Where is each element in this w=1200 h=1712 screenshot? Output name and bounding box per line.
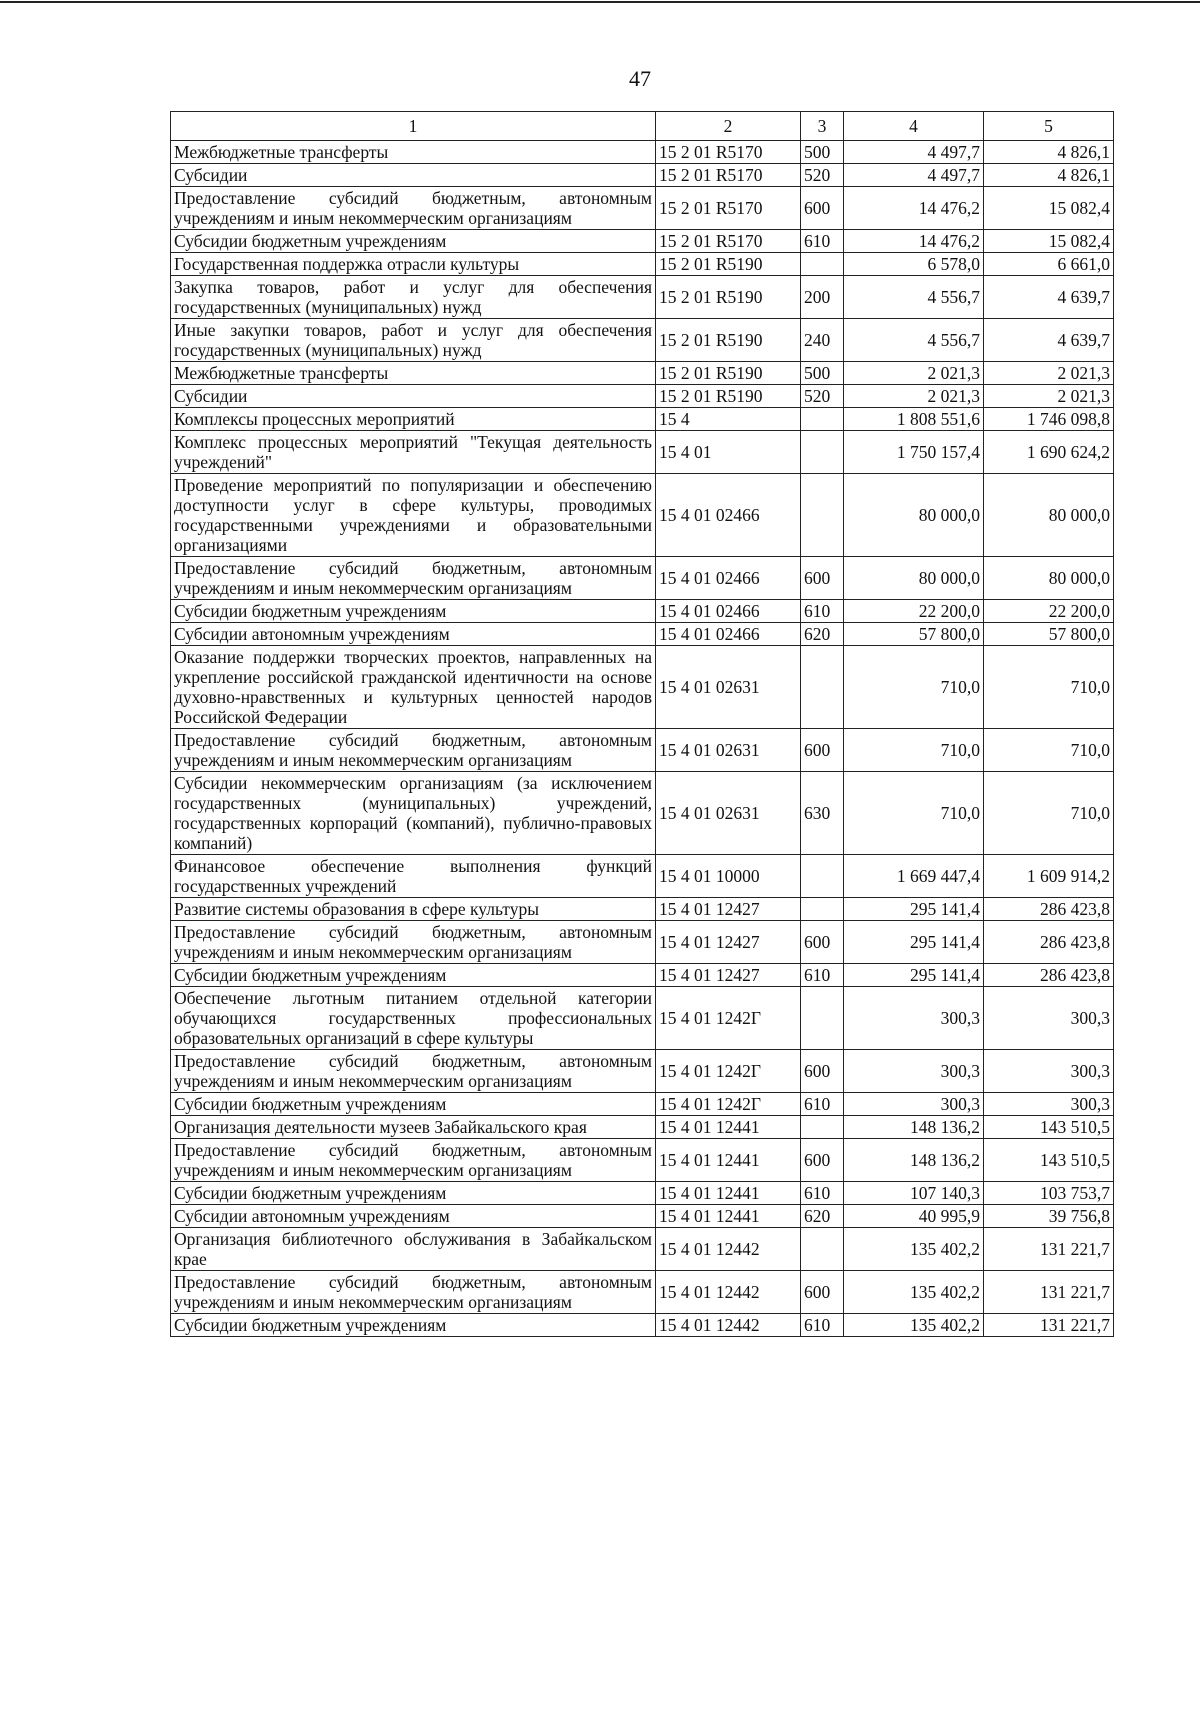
row-name-cell: Обеспечение льготным питанием отдельной категории обучающихся государственных профессиональных образовательных организаций в сфере культуры xyxy=(171,987,656,1050)
row-name-cell: Организация деятельности музеев Забайкальского края xyxy=(171,1116,656,1139)
row-code-cell: 15 4 01 12441 xyxy=(656,1182,801,1205)
row-name-cell: Субсидии xyxy=(171,385,656,408)
row-value-col5-cell: 80 000,0 xyxy=(984,557,1114,600)
row-value-col4-cell: 80 000,0 xyxy=(844,474,984,557)
row-value-col5-cell: 6 661,0 xyxy=(984,253,1114,276)
row-code-cell: 15 4 01 02631 xyxy=(656,729,801,772)
row-value-col4-cell: 710,0 xyxy=(844,729,984,772)
row-type-cell: 240 xyxy=(801,319,844,362)
row-type-cell: 630 xyxy=(801,772,844,855)
row-type-cell: 600 xyxy=(801,187,844,230)
row-value-col5-cell: 39 756,8 xyxy=(984,1205,1114,1228)
row-type-cell: 610 xyxy=(801,964,844,987)
row-value-col4-cell: 2 021,3 xyxy=(844,362,984,385)
row-value-col4-cell: 295 141,4 xyxy=(844,921,984,964)
table-row xyxy=(171,1093,1114,1116)
table-row xyxy=(171,987,1114,1050)
row-type-cell xyxy=(801,474,844,557)
row-value-col5-cell: 4 639,7 xyxy=(984,319,1114,362)
row-type-cell: 520 xyxy=(801,164,844,187)
table-row xyxy=(171,1205,1114,1228)
table-row xyxy=(171,1182,1114,1205)
row-value-col4-cell: 14 476,2 xyxy=(844,187,984,230)
row-code-cell: 15 2 01 R5170 xyxy=(656,187,801,230)
row-code-cell: 15 2 01 R5190 xyxy=(656,276,801,319)
table-row xyxy=(171,1271,1114,1314)
row-name-cell: Предоставление субсидий бюджетным, автономным учреждениям и иным некоммерческим организациям xyxy=(171,1271,656,1314)
row-code-cell: 15 4 01 02466 xyxy=(656,600,801,623)
row-value-col4-cell: 4 497,7 xyxy=(844,164,984,187)
row-code-cell: 15 4 01 1242Г xyxy=(656,1093,801,1116)
row-value-col4-cell: 80 000,0 xyxy=(844,557,984,600)
row-value-col4-cell: 57 800,0 xyxy=(844,623,984,646)
row-name-cell: Субсидии бюджетным учреждениям xyxy=(171,1314,656,1337)
row-value-col5-cell: 4 826,1 xyxy=(984,164,1114,187)
row-name-cell: Развитие системы образования в сфере культуры xyxy=(171,898,656,921)
row-value-col4-cell: 2 021,3 xyxy=(844,385,984,408)
row-name-cell: Предоставление субсидий бюджетным, автономным учреждениям и иным некоммерческим организациям xyxy=(171,557,656,600)
row-type-cell xyxy=(801,408,844,431)
row-code-cell: 15 4 01 12441 xyxy=(656,1205,801,1228)
row-code-cell: 15 4 01 12427 xyxy=(656,921,801,964)
row-type-cell xyxy=(801,855,844,898)
row-value-col5-cell: 710,0 xyxy=(984,729,1114,772)
row-type-cell: 610 xyxy=(801,230,844,253)
row-value-col5-cell: 4 639,7 xyxy=(984,276,1114,319)
row-value-col5-cell: 143 510,5 xyxy=(984,1139,1114,1182)
table-row xyxy=(171,772,1114,855)
table-row xyxy=(171,557,1114,600)
row-value-col5-cell: 2 021,3 xyxy=(984,385,1114,408)
table-row xyxy=(171,646,1114,729)
row-type-cell: 620 xyxy=(801,1205,844,1228)
row-code-cell: 15 4 01 12427 xyxy=(656,898,801,921)
row-type-cell: 600 xyxy=(801,557,844,600)
row-name-cell: Предоставление субсидий бюджетным, автономным учреждениям и иным некоммерческим организациям xyxy=(171,921,656,964)
column-header: 4 xyxy=(844,112,984,141)
row-value-col5-cell: 15 082,4 xyxy=(984,230,1114,253)
column-header: 1 xyxy=(171,112,656,141)
row-code-cell: 15 2 01 R5190 xyxy=(656,319,801,362)
row-value-col4-cell: 6 578,0 xyxy=(844,253,984,276)
row-value-col4-cell: 40 995,9 xyxy=(844,1205,984,1228)
row-name-cell: Субсидии автономным учреждениям xyxy=(171,623,656,646)
row-name-cell: Финансовое обеспечение выполнения функций государственных учреждений xyxy=(171,855,656,898)
row-value-col4-cell: 300,3 xyxy=(844,1050,984,1093)
row-type-cell: 610 xyxy=(801,1093,844,1116)
table-row xyxy=(171,362,1114,385)
row-value-col5-cell: 15 082,4 xyxy=(984,187,1114,230)
table-row xyxy=(171,474,1114,557)
page-number: 47 xyxy=(629,66,651,91)
row-name-cell: Государственная поддержка отрасли культуры xyxy=(171,253,656,276)
row-name-cell: Субсидии бюджетным учреждениям xyxy=(171,964,656,987)
row-value-col5-cell: 131 221,7 xyxy=(984,1314,1114,1337)
row-value-col5-cell: 286 423,8 xyxy=(984,898,1114,921)
table-row xyxy=(171,964,1114,987)
row-code-cell: 15 4 01 12442 xyxy=(656,1314,801,1337)
row-code-cell: 15 4 01 02466 xyxy=(656,557,801,600)
table-row xyxy=(171,408,1114,431)
row-name-cell: Субсидии xyxy=(171,164,656,187)
row-code-cell: 15 2 01 R5190 xyxy=(656,362,801,385)
row-value-col5-cell: 1 746 098,8 xyxy=(984,408,1114,431)
row-value-col4-cell: 4 497,7 xyxy=(844,141,984,164)
table-row xyxy=(171,1116,1114,1139)
row-value-col5-cell: 710,0 xyxy=(984,772,1114,855)
row-type-cell: 500 xyxy=(801,141,844,164)
row-code-cell: 15 4 01 02631 xyxy=(656,772,801,855)
row-type-cell xyxy=(801,1116,844,1139)
row-code-cell: 15 4 01 xyxy=(656,431,801,474)
row-name-cell: Субсидии бюджетным учреждениям xyxy=(171,230,656,253)
row-code-cell: 15 4 01 12441 xyxy=(656,1116,801,1139)
row-value-col5-cell: 131 221,7 xyxy=(984,1228,1114,1271)
row-name-cell: Оказание поддержки творческих проектов, направленных на укрепление российской гражданской идентичности на основе духовно-нравственных и культурных ценностей народов Российской Федерации xyxy=(171,646,656,729)
row-code-cell: 15 2 01 R5170 xyxy=(656,141,801,164)
row-code-cell: 15 4 01 12427 xyxy=(656,964,801,987)
row-name-cell: Предоставление субсидий бюджетным, автономным учреждениям и иным некоммерческим организациям xyxy=(171,729,656,772)
row-value-col4-cell: 295 141,4 xyxy=(844,898,984,921)
row-value-col5-cell: 4 826,1 xyxy=(984,141,1114,164)
row-value-col5-cell: 143 510,5 xyxy=(984,1116,1114,1139)
table-row xyxy=(171,230,1114,253)
row-value-col4-cell: 710,0 xyxy=(844,646,984,729)
table-row xyxy=(171,921,1114,964)
row-value-col4-cell: 148 136,2 xyxy=(844,1139,984,1182)
row-name-cell: Комплекс процессных мероприятий "Текущая деятельность учреждений" xyxy=(171,431,656,474)
row-type-cell xyxy=(801,987,844,1050)
row-value-col5-cell: 22 200,0 xyxy=(984,600,1114,623)
row-name-cell: Субсидии бюджетным учреждениям xyxy=(171,600,656,623)
row-name-cell: Организация библиотечного обслуживания в Забайкальском крае xyxy=(171,1228,656,1271)
table-row xyxy=(171,1050,1114,1093)
row-type-cell: 600 xyxy=(801,1271,844,1314)
table-row xyxy=(171,164,1114,187)
row-type-cell xyxy=(801,646,844,729)
row-code-cell: 15 2 01 R5190 xyxy=(656,385,801,408)
row-code-cell: 15 4 xyxy=(656,408,801,431)
row-value-col4-cell: 1 669 447,4 xyxy=(844,855,984,898)
row-type-cell: 600 xyxy=(801,729,844,772)
row-value-col4-cell: 135 402,2 xyxy=(844,1228,984,1271)
row-value-col4-cell: 4 556,7 xyxy=(844,276,984,319)
row-name-cell: Субсидии бюджетным учреждениям xyxy=(171,1182,656,1205)
table-row xyxy=(171,385,1114,408)
row-value-col5-cell: 1 690 624,2 xyxy=(984,431,1114,474)
row-value-col5-cell: 2 021,3 xyxy=(984,362,1114,385)
table-row xyxy=(171,187,1114,230)
row-value-col4-cell: 300,3 xyxy=(844,987,984,1050)
row-type-cell: 610 xyxy=(801,1314,844,1337)
table-row xyxy=(171,855,1114,898)
row-code-cell: 15 2 01 R5170 xyxy=(656,164,801,187)
row-type-cell: 600 xyxy=(801,1050,844,1093)
row-value-col4-cell: 300,3 xyxy=(844,1093,984,1116)
row-name-cell: Иные закупки товаров, работ и услуг для обеспечения государственных (муниципальных) нужд xyxy=(171,319,656,362)
table-row xyxy=(171,276,1114,319)
row-value-col5-cell: 57 800,0 xyxy=(984,623,1114,646)
row-name-cell: Закупка товаров, работ и услуг для обеспечения государственных (муниципальных) нужд xyxy=(171,276,656,319)
table-row xyxy=(171,253,1114,276)
table-row xyxy=(171,141,1114,164)
row-name-cell: Предоставление субсидий бюджетным, автономным учреждениям и иным некоммерческим организациям xyxy=(171,1050,656,1093)
row-code-cell: 15 4 01 02631 xyxy=(656,646,801,729)
row-value-col4-cell: 107 140,3 xyxy=(844,1182,984,1205)
row-name-cell: Субсидии автономным учреждениям xyxy=(171,1205,656,1228)
budget-table xyxy=(170,111,1114,1337)
row-type-cell: 500 xyxy=(801,362,844,385)
top-border-line xyxy=(0,1,1200,3)
row-type-cell: 600 xyxy=(801,921,844,964)
row-code-cell: 15 2 01 R5190 xyxy=(656,253,801,276)
row-name-cell: Проведение мероприятий по популяризации и обеспечению доступности услуг в сфере культуры, проводимых государственными учреждениями и образовательными организациями xyxy=(171,474,656,557)
row-value-col5-cell: 103 753,7 xyxy=(984,1182,1114,1205)
row-value-col4-cell: 14 476,2 xyxy=(844,230,984,253)
row-code-cell: 15 4 01 12442 xyxy=(656,1271,801,1314)
row-value-col5-cell: 300,3 xyxy=(984,1050,1114,1093)
column-header: 3 xyxy=(801,112,844,141)
row-type-cell xyxy=(801,1228,844,1271)
row-code-cell: 15 4 01 02466 xyxy=(656,474,801,557)
row-type-cell xyxy=(801,253,844,276)
row-value-col4-cell: 135 402,2 xyxy=(844,1271,984,1314)
row-type-cell xyxy=(801,431,844,474)
row-code-cell: 15 4 01 1242Г xyxy=(656,1050,801,1093)
row-name-cell: Межбюджетные трансферты xyxy=(171,362,656,385)
table-row xyxy=(171,898,1114,921)
row-value-col5-cell: 286 423,8 xyxy=(984,964,1114,987)
row-type-cell: 200 xyxy=(801,276,844,319)
row-value-col4-cell: 148 136,2 xyxy=(844,1116,984,1139)
row-value-col5-cell: 300,3 xyxy=(984,1093,1114,1116)
table-row xyxy=(171,1314,1114,1337)
column-header: 5 xyxy=(984,112,1114,141)
row-value-col5-cell: 1 609 914,2 xyxy=(984,855,1114,898)
table-row xyxy=(171,623,1114,646)
table-row xyxy=(171,729,1114,772)
row-type-cell xyxy=(801,898,844,921)
row-value-col5-cell: 286 423,8 xyxy=(984,921,1114,964)
row-value-col4-cell: 1 750 157,4 xyxy=(844,431,984,474)
row-code-cell: 15 2 01 R5170 xyxy=(656,230,801,253)
row-code-cell: 15 4 01 02466 xyxy=(656,623,801,646)
row-name-cell: Предоставление субсидий бюджетным, автономным учреждениям и иным некоммерческим организациям xyxy=(171,1139,656,1182)
row-name-cell: Субсидии бюджетным учреждениям xyxy=(171,1093,656,1116)
row-name-cell: Предоставление субсидий бюджетным, автономным учреждениям и иным некоммерческим организациям xyxy=(171,187,656,230)
table-row xyxy=(171,600,1114,623)
row-value-col4-cell: 295 141,4 xyxy=(844,964,984,987)
table-row xyxy=(171,319,1114,362)
row-value-col4-cell: 135 402,2 xyxy=(844,1314,984,1337)
row-value-col5-cell: 131 221,7 xyxy=(984,1271,1114,1314)
row-name-cell: Межбюджетные трансферты xyxy=(171,141,656,164)
row-code-cell: 15 4 01 10000 xyxy=(656,855,801,898)
row-type-cell: 610 xyxy=(801,600,844,623)
row-code-cell: 15 4 01 12442 xyxy=(656,1228,801,1271)
row-value-col5-cell: 80 000,0 xyxy=(984,474,1114,557)
row-value-col5-cell: 300,3 xyxy=(984,987,1114,1050)
row-code-cell: 15 4 01 1242Г xyxy=(656,987,801,1050)
row-value-col4-cell: 1 808 551,6 xyxy=(844,408,984,431)
row-value-col4-cell: 22 200,0 xyxy=(844,600,984,623)
table-header-row xyxy=(171,112,1114,141)
row-type-cell: 520 xyxy=(801,385,844,408)
row-value-col5-cell: 710,0 xyxy=(984,646,1114,729)
row-value-col4-cell: 710,0 xyxy=(844,772,984,855)
table-body xyxy=(171,141,1114,1337)
table-row xyxy=(171,431,1114,474)
row-type-cell: 600 xyxy=(801,1139,844,1182)
row-code-cell: 15 4 01 12441 xyxy=(656,1139,801,1182)
row-type-cell: 610 xyxy=(801,1182,844,1205)
row-type-cell: 620 xyxy=(801,623,844,646)
row-name-cell: Субсидии некоммерческим организациям (за исключением государственных (муниципальных) учреждений, государственных корпораций (компаний), публично-правовых компаний) xyxy=(171,772,656,855)
column-header: 2 xyxy=(656,112,801,141)
row-name-cell: Комплексы процессных мероприятий xyxy=(171,408,656,431)
table-row xyxy=(171,1139,1114,1182)
row-value-col4-cell: 4 556,7 xyxy=(844,319,984,362)
table-row xyxy=(171,1228,1114,1271)
